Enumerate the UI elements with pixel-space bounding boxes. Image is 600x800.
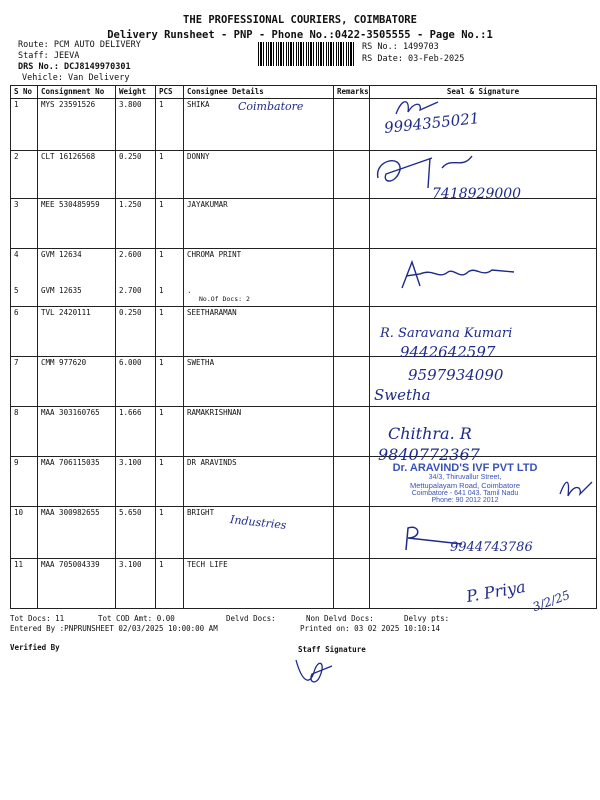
cell-sno: 1 bbox=[11, 99, 38, 151]
cell-remarks bbox=[334, 407, 370, 457]
handwritten-phone: 9944743786 bbox=[450, 540, 533, 555]
cell-sno: 6 bbox=[11, 307, 38, 357]
cell-weight: 1.666 bbox=[116, 407, 156, 457]
cell-weight: 0.250 bbox=[116, 307, 156, 357]
cell-sno: 7 bbox=[11, 357, 38, 407]
cell-remarks bbox=[334, 151, 370, 199]
cell-pcs: 1 bbox=[156, 507, 184, 559]
non-delivered-docs: Non Delvd Docs: bbox=[306, 614, 374, 623]
cell-sno: 5 bbox=[11, 285, 38, 307]
cell-sno: 9 bbox=[11, 457, 38, 507]
col-weight: Weight bbox=[116, 86, 156, 99]
cell-remarks bbox=[334, 507, 370, 559]
handwritten-phone: 7418929000 bbox=[432, 186, 522, 202]
cell-sno: 10 bbox=[11, 507, 38, 559]
cell-consignment: TVL 2420111 bbox=[38, 307, 116, 357]
cell-sno: 4 bbox=[11, 249, 38, 285]
cell-consignee: SWETHA bbox=[184, 357, 334, 407]
staff-signature bbox=[290, 652, 338, 692]
verified-by-label: Verified By bbox=[10, 643, 60, 652]
table-row bbox=[11, 407, 597, 457]
cell-pcs: 1 bbox=[156, 249, 184, 285]
cell-consignee: SHIKA bbox=[184, 99, 334, 151]
cell-consignment: MAA 705004339 bbox=[38, 559, 116, 609]
table-row bbox=[11, 357, 597, 407]
printed-on: Printed on: 03 02 2025 10:10:14 bbox=[300, 624, 440, 633]
col-remarks: Remarks bbox=[334, 86, 370, 99]
handwritten-name: R. Saravana Kumari bbox=[380, 326, 513, 341]
cell-remarks bbox=[334, 307, 370, 357]
cell-consignee: DONNY bbox=[184, 151, 334, 199]
col-pcs: PCS bbox=[156, 86, 184, 99]
stamp-line: Phone: 90 2012 2012 bbox=[431, 497, 499, 504]
cell-consignee: SEETHARAMAN bbox=[184, 307, 334, 357]
rs-date: RS Date: 03-Feb-2025 bbox=[362, 54, 465, 64]
cell-consignment: MAA 300982655 bbox=[38, 507, 116, 559]
cell-consignment: MEE 530485959 bbox=[38, 199, 116, 249]
cell-consignment: MYS 23591526 bbox=[38, 99, 116, 151]
total-cod-amount: Tot COD Amt: 0.00 bbox=[98, 614, 175, 623]
stamp-line: 34/3, Thiruvallur Street, bbox=[428, 474, 502, 481]
total-docs: Tot Docs: 11 bbox=[10, 614, 65, 623]
cell-remarks bbox=[334, 559, 370, 609]
col-consignee: Consignee Details bbox=[184, 86, 334, 99]
company-stamp bbox=[370, 462, 560, 504]
staff-signature-label: Staff Signature bbox=[298, 645, 366, 654]
stamp-line: Dr. ARAVIND'S IVF PVT LTD bbox=[392, 462, 538, 474]
cell-consignee: DR ARAVINDS bbox=[184, 457, 334, 507]
delivery-points: Delvy pts: bbox=[404, 614, 450, 623]
cell-remarks bbox=[334, 249, 370, 285]
cell-consignment: GVM 12635 bbox=[38, 285, 116, 307]
handwritten-phone: 9442642597 bbox=[400, 343, 496, 361]
delivered-docs: Delvd Docs: bbox=[226, 614, 276, 623]
cell-consignee: BRIGHT bbox=[184, 507, 334, 559]
barcode bbox=[258, 42, 356, 66]
handwritten-date: 3/2/25 bbox=[530, 587, 572, 615]
cell-consignee bbox=[184, 285, 334, 307]
col-sno: S No bbox=[11, 86, 38, 99]
handwritten-name: Swetha bbox=[374, 386, 431, 404]
table-header-row bbox=[11, 86, 597, 99]
cell-pcs: 1 bbox=[156, 151, 184, 199]
runsheet-table bbox=[10, 85, 597, 609]
cell-weight: 2.700 bbox=[116, 285, 156, 307]
cell-remarks bbox=[334, 457, 370, 507]
col-seal-signature: Seal & Signature bbox=[370, 86, 597, 99]
no-of-docs: No.Of Docs: 2 bbox=[199, 294, 250, 303]
cell-pcs: 1 bbox=[156, 357, 184, 407]
cell-sno: 11 bbox=[11, 559, 38, 609]
consignee-dot: . bbox=[187, 285, 192, 295]
staff-label: Staff: JEEVA bbox=[18, 51, 80, 61]
cell-consignee: TECH LIFE bbox=[184, 559, 334, 609]
handwritten-remark: Coimbatore bbox=[238, 100, 304, 113]
table-row bbox=[11, 99, 597, 151]
cell-pcs: 1 bbox=[156, 407, 184, 457]
cell-signature bbox=[370, 199, 597, 249]
cell-remarks bbox=[334, 285, 370, 307]
route-label: Route: PCM AUTO DELIVERY bbox=[18, 40, 141, 50]
handwritten-phone: 9840772367 bbox=[378, 445, 480, 464]
cell-consignment: CLT 16126568 bbox=[38, 151, 116, 199]
runsheet-subtitle: Delivery Runsheet - PNP - Phone No.:0422-3505555 - Page No.:1 bbox=[107, 29, 493, 41]
cell-weight: 3.100 bbox=[116, 457, 156, 507]
handwritten-remark: Industries bbox=[229, 513, 288, 532]
cell-remarks bbox=[334, 199, 370, 249]
cell-consignment: MAA 303160765 bbox=[38, 407, 116, 457]
handwritten-name: P. Priya bbox=[464, 576, 528, 607]
cell-remarks bbox=[334, 357, 370, 407]
cell-weight: 3.800 bbox=[116, 99, 156, 151]
stamp-line: Mettupalayam Road, Coimbatore bbox=[409, 481, 521, 490]
company-title: THE PROFESSIONAL COURIERS, COIMBATORE bbox=[183, 14, 417, 26]
signature-row4 bbox=[398, 258, 528, 292]
cell-consignee: CHROMA PRINT bbox=[184, 249, 334, 285]
vehicle-label: Vehicle: Van Delivery bbox=[22, 73, 130, 83]
cell-pcs: 1 bbox=[156, 307, 184, 357]
cell-weight: 6.000 bbox=[116, 357, 156, 407]
cell-pcs: 1 bbox=[156, 99, 184, 151]
cell-consignee: RAMAKRISHNAN bbox=[184, 407, 334, 457]
cell-weight: 5.650 bbox=[116, 507, 156, 559]
rs-number: RS No.: 1499703 bbox=[362, 42, 439, 52]
handwritten-phone: 9597934090 bbox=[408, 366, 504, 384]
cell-pcs: 1 bbox=[156, 285, 184, 307]
stamp-line: Coimbatore - 641 043. Tamil Nadu bbox=[411, 490, 519, 497]
handwritten-name: Chithra. R bbox=[388, 424, 472, 443]
cell-pcs: 1 bbox=[156, 559, 184, 609]
cell-weight: 2.600 bbox=[116, 249, 156, 285]
cell-weight: 3.100 bbox=[116, 559, 156, 609]
cell-consignment: MAA 706115035 bbox=[38, 457, 116, 507]
cell-sno: 3 bbox=[11, 199, 38, 249]
cell-pcs: 1 bbox=[156, 199, 184, 249]
cell-consignment: CMM 977620 bbox=[38, 357, 116, 407]
cell-consignment: GVM 12634 bbox=[38, 249, 116, 285]
cell-sno: 2 bbox=[11, 151, 38, 199]
cell-pcs: 1 bbox=[156, 457, 184, 507]
cell-consignee: JAYAKUMAR bbox=[184, 199, 334, 249]
signature-row9 bbox=[556, 474, 596, 502]
entered-by: Entered By :PNPRUNSHEET 02/03/2025 10:00:00 AM bbox=[10, 624, 218, 633]
table-row bbox=[11, 199, 597, 249]
handwritten-phone: 9994355021 bbox=[383, 109, 481, 137]
col-consignment: Consignment No bbox=[38, 86, 116, 99]
drs-number: DRS No.: DCJ8149970301 bbox=[18, 62, 131, 72]
cell-weight: 0.250 bbox=[116, 151, 156, 199]
cell-sno: 8 bbox=[11, 407, 38, 457]
cell-weight: 1.250 bbox=[116, 199, 156, 249]
cell-remarks bbox=[334, 99, 370, 151]
